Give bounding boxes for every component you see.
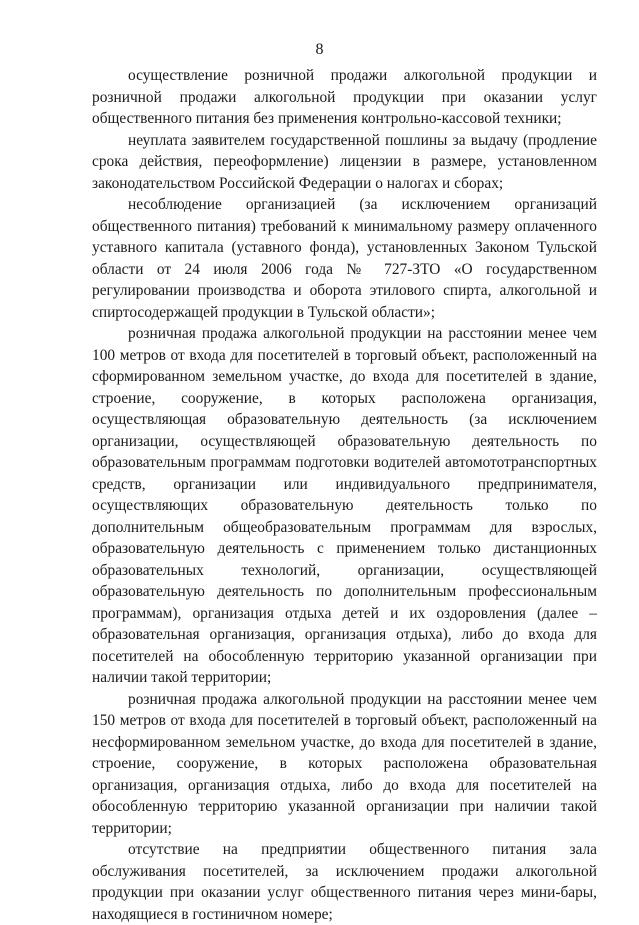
paragraph-service-hall: отсутствие на предприятии общественного питания зала обслуживания посетителей, за исключением продажи алкогольной продукции при оказании услуг общественного питания через мини-бары, находящиеся в гостиничном номере; <box>92 841 597 923</box>
paragraph-100-meters: розничная продажа алкогольной продукции на расстоянии менее чем 100 метров от входа для посетителей в торговый объект, расположенный на сформированном земельном участке, до входа для посетителей в здание, строение, сооружение, в которых расположена организация, осуществляющая образовательную деятельность (за исключением организации, осуществляющей образовательную деятельность по образовательным программам подготовки водителей автомототранспортных средств, организации или индивидуального предпринимателя, осуществляющих образовательную деятельность только по дополнительным общеобразовательным программам для взрослых, образовательную деятельность с применением только дистанционных образовательных технологий, организации, осуществляющей образовательную деятельность по дополнительным профессиональным программам), организация отдыха детей и их оздоровления (далее – образовательная организация, организация отдыха), либо до входа для посетителей на обособленную территорию указанной организации при наличии такой территории; <box>92 325 597 686</box>
document-body <box>92 65 597 925</box>
page-number: 8 <box>315 41 324 58</box>
paragraph-150-meters: розничная продажа алкогольной продукции на расстоянии менее чем 150 метров от входа для посетителей в торговый объект, расположенный на несформированном земельном участке, до входа для посетителей в здание, строение, сооружение, в которых расположена образовательная организация, организация отдыха, либо до входа для посетителей на обособленную территорию указанной организации при наличии такой территории; <box>92 690 597 837</box>
paragraph-charter-capital: несоблюдение организацией (за исключением организаций общественного питания) требований к минимальному размеру оплаченного уставного капитала (уставного фонда), установленных Законом Тульской области от 24 июля 2006 года № 727-ЗТО «О государственном регулировании производства и оборота этилового спирта, алкогольной и спиртосодержащей продукции в Тульской области»; <box>92 196 597 321</box>
paragraph-state-fee: неуплата заявителем государственной пошлины за выдачу (продление срока действия, переоформление) лицензии в размере, установленном законодательством Российской Федерации о налогах и сборах; <box>92 131 597 192</box>
paragraph-cash-register: осуществление розничной продажи алкогольной продукции и розничной продажи алкогольной продукции при оказании услуг общественного питания без применения контрольно-кассовой техники; <box>92 67 597 127</box>
